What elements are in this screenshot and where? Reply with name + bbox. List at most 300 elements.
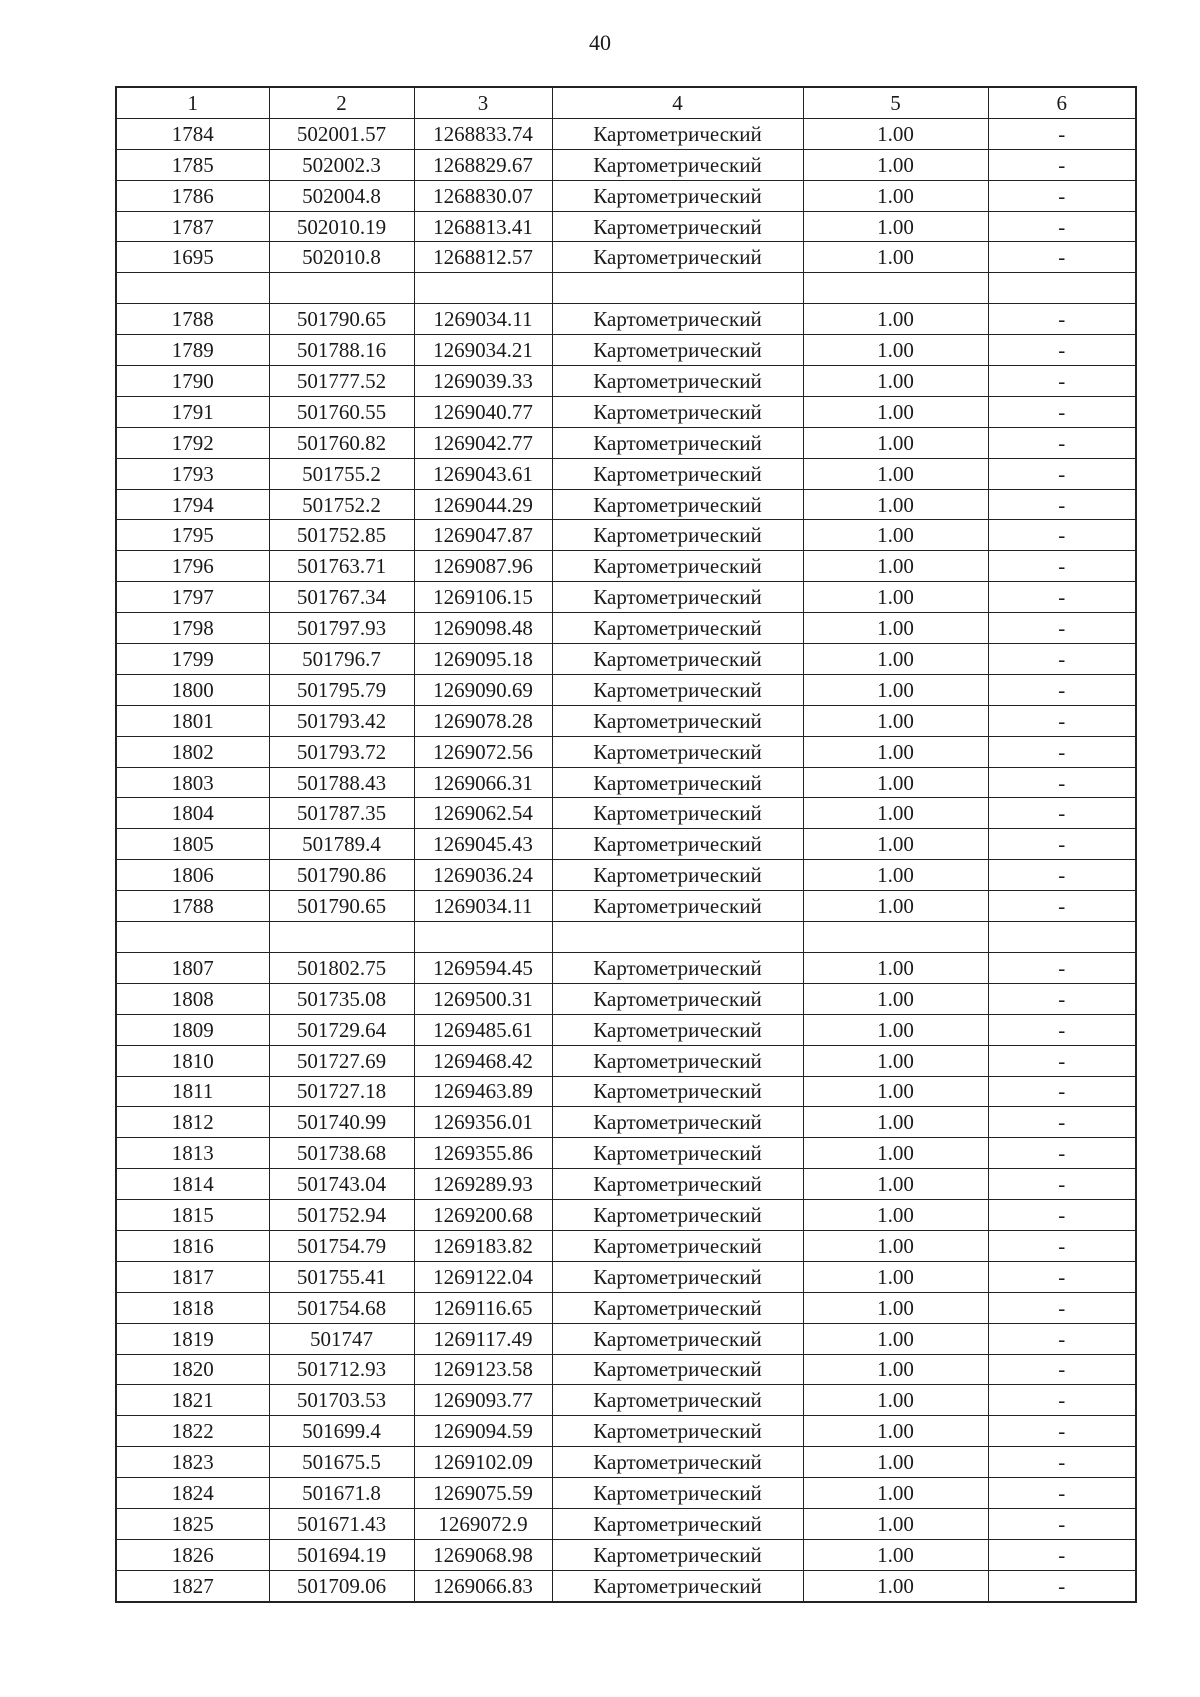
y-coordinate-cell: 1269594.45 bbox=[414, 952, 552, 983]
method-cell: Картометрический bbox=[552, 489, 803, 520]
table-row bbox=[116, 1570, 1136, 1601]
method-cell: Картометрический bbox=[552, 242, 803, 273]
x-coordinate-cell: 501752.94 bbox=[269, 1200, 414, 1231]
method-cell: Картометрический bbox=[552, 1539, 803, 1570]
table-row bbox=[116, 118, 1136, 149]
method-cell: Картометрический bbox=[552, 767, 803, 798]
y-coordinate-cell: 1269036.24 bbox=[414, 860, 552, 891]
point-number-cell: 1827 bbox=[116, 1570, 269, 1601]
table-row bbox=[116, 520, 1136, 551]
x-coordinate-cell: 501755.2 bbox=[269, 458, 414, 489]
method-cell: Картометрический bbox=[552, 427, 803, 458]
x-coordinate-cell: 501752.2 bbox=[269, 489, 414, 520]
table-row bbox=[116, 644, 1136, 675]
accuracy-cell: 1.00 bbox=[803, 983, 988, 1014]
table-row bbox=[116, 458, 1136, 489]
y-coordinate-cell: 1269106.15 bbox=[414, 582, 552, 613]
table-row bbox=[116, 1508, 1136, 1539]
note-cell: - bbox=[988, 458, 1136, 489]
y-coordinate-cell: 1269047.87 bbox=[414, 520, 552, 551]
accuracy-cell: 1.00 bbox=[803, 458, 988, 489]
table-row bbox=[116, 180, 1136, 211]
point-number-cell: 1784 bbox=[116, 118, 269, 149]
point-number-cell: 1820 bbox=[116, 1354, 269, 1385]
x-coordinate-cell: 501735.08 bbox=[269, 983, 414, 1014]
x-coordinate-cell: 501795.79 bbox=[269, 674, 414, 705]
table-row bbox=[116, 1107, 1136, 1138]
point-number-cell: 1822 bbox=[116, 1416, 269, 1447]
point-number-cell: 1817 bbox=[116, 1261, 269, 1292]
x-coordinate-cell: 501675.5 bbox=[269, 1447, 414, 1478]
note-cell: - bbox=[988, 952, 1136, 983]
accuracy-cell: 1.00 bbox=[803, 1200, 988, 1231]
table-row bbox=[116, 304, 1136, 335]
y-coordinate-cell: 1269045.43 bbox=[414, 829, 552, 860]
y-coordinate-cell: 1269044.29 bbox=[414, 489, 552, 520]
accuracy-cell bbox=[803, 273, 988, 304]
point-number-cell: 1806 bbox=[116, 860, 269, 891]
point-number-cell: 1796 bbox=[116, 551, 269, 582]
table-row bbox=[116, 1478, 1136, 1509]
x-coordinate-cell: 501788.16 bbox=[269, 335, 414, 366]
table-row bbox=[116, 366, 1136, 397]
accuracy-cell: 1.00 bbox=[803, 1107, 988, 1138]
point-number-cell bbox=[116, 273, 269, 304]
table-row bbox=[116, 983, 1136, 1014]
accuracy-cell: 1.00 bbox=[803, 798, 988, 829]
y-coordinate-cell: 1268812.57 bbox=[414, 242, 552, 273]
x-coordinate-cell: 501752.85 bbox=[269, 520, 414, 551]
point-number-cell: 1804 bbox=[116, 798, 269, 829]
y-coordinate-cell: 1268830.07 bbox=[414, 180, 552, 211]
table-row bbox=[116, 829, 1136, 860]
coordinates-table bbox=[115, 86, 1137, 1603]
note-cell: - bbox=[988, 798, 1136, 829]
accuracy-cell: 1.00 bbox=[803, 1354, 988, 1385]
x-coordinate-cell: 501760.55 bbox=[269, 396, 414, 427]
method-cell: Картометрический bbox=[552, 1385, 803, 1416]
note-cell: - bbox=[988, 149, 1136, 180]
table-row bbox=[116, 149, 1136, 180]
point-number-cell: 1814 bbox=[116, 1169, 269, 1200]
x-coordinate-cell: 501727.18 bbox=[269, 1076, 414, 1107]
y-coordinate-cell: 1268813.41 bbox=[414, 211, 552, 242]
y-coordinate-cell: 1269062.54 bbox=[414, 798, 552, 829]
y-coordinate-cell: 1269042.77 bbox=[414, 427, 552, 458]
accuracy-cell: 1.00 bbox=[803, 767, 988, 798]
y-coordinate-cell: 1269485.61 bbox=[414, 1014, 552, 1045]
point-number-cell: 1813 bbox=[116, 1138, 269, 1169]
accuracy-cell: 1.00 bbox=[803, 180, 988, 211]
x-coordinate-cell: 502001.57 bbox=[269, 118, 414, 149]
method-cell: Картометрический bbox=[552, 1354, 803, 1385]
point-number-cell: 1788 bbox=[116, 304, 269, 335]
y-coordinate-cell: 1269072.9 bbox=[414, 1508, 552, 1539]
table-row bbox=[116, 582, 1136, 613]
point-number-cell: 1810 bbox=[116, 1045, 269, 1076]
x-coordinate-cell: 502010.19 bbox=[269, 211, 414, 242]
y-coordinate-cell: 1269122.04 bbox=[414, 1261, 552, 1292]
note-cell: - bbox=[988, 983, 1136, 1014]
y-coordinate-cell: 1269500.31 bbox=[414, 983, 552, 1014]
y-coordinate-cell: 1269087.96 bbox=[414, 551, 552, 582]
method-cell: Картометрический bbox=[552, 458, 803, 489]
y-coordinate-cell: 1269066.83 bbox=[414, 1570, 552, 1601]
y-coordinate-cell: 1269093.77 bbox=[414, 1385, 552, 1416]
method-cell: Картометрический bbox=[552, 1107, 803, 1138]
x-coordinate-cell: 501777.52 bbox=[269, 366, 414, 397]
point-number-cell: 1695 bbox=[116, 242, 269, 273]
table-separator-row bbox=[116, 922, 1136, 953]
note-cell bbox=[988, 273, 1136, 304]
accuracy-cell: 1.00 bbox=[803, 1230, 988, 1261]
table-row bbox=[116, 1354, 1136, 1385]
table-separator-row bbox=[116, 273, 1136, 304]
x-coordinate-cell: 501729.64 bbox=[269, 1014, 414, 1045]
method-cell: Картометрический bbox=[552, 335, 803, 366]
point-number-cell: 1823 bbox=[116, 1447, 269, 1478]
method-cell: Картометрический bbox=[552, 149, 803, 180]
note-cell: - bbox=[988, 1200, 1136, 1231]
table-row bbox=[116, 891, 1136, 922]
note-cell: - bbox=[988, 1570, 1136, 1601]
x-coordinate-cell: 501760.82 bbox=[269, 427, 414, 458]
table-row bbox=[116, 860, 1136, 891]
accuracy-cell: 1.00 bbox=[803, 1261, 988, 1292]
table-row bbox=[116, 242, 1136, 273]
x-coordinate-cell: 501788.43 bbox=[269, 767, 414, 798]
table-row bbox=[116, 1261, 1136, 1292]
method-cell: Картометрический bbox=[552, 644, 803, 675]
note-cell: - bbox=[988, 582, 1136, 613]
accuracy-cell: 1.00 bbox=[803, 1138, 988, 1169]
note-cell: - bbox=[988, 613, 1136, 644]
method-cell: Картометрический bbox=[552, 983, 803, 1014]
note-cell: - bbox=[988, 1354, 1136, 1385]
y-coordinate-cell: 1269095.18 bbox=[414, 644, 552, 675]
y-coordinate-cell: 1269094.59 bbox=[414, 1416, 552, 1447]
y-coordinate-cell: 1269102.09 bbox=[414, 1447, 552, 1478]
note-cell: - bbox=[988, 644, 1136, 675]
point-number-cell: 1800 bbox=[116, 674, 269, 705]
table-row bbox=[116, 427, 1136, 458]
point-number-cell: 1812 bbox=[116, 1107, 269, 1138]
table-row bbox=[116, 1323, 1136, 1354]
point-number-cell: 1811 bbox=[116, 1076, 269, 1107]
y-coordinate-cell: 1269183.82 bbox=[414, 1230, 552, 1261]
point-number-cell: 1824 bbox=[116, 1478, 269, 1509]
y-coordinate-cell: 1269034.11 bbox=[414, 304, 552, 335]
accuracy-cell: 1.00 bbox=[803, 427, 988, 458]
method-cell: Картометрический bbox=[552, 1230, 803, 1261]
accuracy-cell bbox=[803, 922, 988, 953]
x-coordinate-cell: 501727.69 bbox=[269, 1045, 414, 1076]
y-coordinate-cell: 1269078.28 bbox=[414, 705, 552, 736]
x-coordinate-cell: 502002.3 bbox=[269, 149, 414, 180]
y-coordinate-cell: 1269034.21 bbox=[414, 335, 552, 366]
column-header-1: 1 bbox=[116, 87, 269, 118]
point-number-cell: 1787 bbox=[116, 211, 269, 242]
note-cell: - bbox=[988, 427, 1136, 458]
accuracy-cell: 1.00 bbox=[803, 1323, 988, 1354]
y-coordinate-cell: 1269468.42 bbox=[414, 1045, 552, 1076]
note-cell: - bbox=[988, 1539, 1136, 1570]
x-coordinate-cell: 501790.65 bbox=[269, 891, 414, 922]
accuracy-cell: 1.00 bbox=[803, 613, 988, 644]
point-number-cell: 1815 bbox=[116, 1200, 269, 1231]
x-coordinate-cell: 501793.72 bbox=[269, 736, 414, 767]
point-number-cell: 1816 bbox=[116, 1230, 269, 1261]
y-coordinate-cell: 1269098.48 bbox=[414, 613, 552, 644]
point-number-cell: 1792 bbox=[116, 427, 269, 458]
x-coordinate-cell: 501789.4 bbox=[269, 829, 414, 860]
accuracy-cell: 1.00 bbox=[803, 304, 988, 335]
method-cell: Картометрический bbox=[552, 1447, 803, 1478]
table-header bbox=[116, 87, 1136, 118]
x-coordinate-cell: 501793.42 bbox=[269, 705, 414, 736]
y-coordinate-cell: 1269034.11 bbox=[414, 891, 552, 922]
point-number-cell: 1826 bbox=[116, 1539, 269, 1570]
method-cell: Картометрический bbox=[552, 1014, 803, 1045]
note-cell: - bbox=[988, 1076, 1136, 1107]
y-coordinate-cell: 1269355.86 bbox=[414, 1138, 552, 1169]
note-cell: - bbox=[988, 1416, 1136, 1447]
method-cell: Картометрический bbox=[552, 860, 803, 891]
y-coordinate-cell: 1269066.31 bbox=[414, 767, 552, 798]
method-cell: Картометрический bbox=[552, 1478, 803, 1509]
x-coordinate-cell: 501797.93 bbox=[269, 613, 414, 644]
point-number-cell: 1802 bbox=[116, 736, 269, 767]
note-cell: - bbox=[988, 211, 1136, 242]
note-cell: - bbox=[988, 1045, 1136, 1076]
y-coordinate-cell: 1269123.58 bbox=[414, 1354, 552, 1385]
x-coordinate-cell: 501787.35 bbox=[269, 798, 414, 829]
point-number-cell: 1799 bbox=[116, 644, 269, 675]
accuracy-cell: 1.00 bbox=[803, 705, 988, 736]
method-cell: Картометрический bbox=[552, 1045, 803, 1076]
accuracy-cell: 1.00 bbox=[803, 149, 988, 180]
note-cell: - bbox=[988, 551, 1136, 582]
table-row bbox=[116, 1539, 1136, 1570]
accuracy-cell: 1.00 bbox=[803, 1385, 988, 1416]
accuracy-cell: 1.00 bbox=[803, 1478, 988, 1509]
note-cell: - bbox=[988, 1138, 1136, 1169]
note-cell: - bbox=[988, 860, 1136, 891]
y-coordinate-cell: 1269072.56 bbox=[414, 736, 552, 767]
note-cell: - bbox=[988, 1292, 1136, 1323]
y-coordinate-cell bbox=[414, 922, 552, 953]
x-coordinate-cell: 501755.41 bbox=[269, 1261, 414, 1292]
accuracy-cell: 1.00 bbox=[803, 335, 988, 366]
x-coordinate-cell: 501740.99 bbox=[269, 1107, 414, 1138]
x-coordinate-cell: 501703.53 bbox=[269, 1385, 414, 1416]
x-coordinate-cell: 501754.68 bbox=[269, 1292, 414, 1323]
y-coordinate-cell: 1269289.93 bbox=[414, 1169, 552, 1200]
point-number-cell: 1790 bbox=[116, 366, 269, 397]
method-cell: Картометрический bbox=[552, 551, 803, 582]
accuracy-cell: 1.00 bbox=[803, 366, 988, 397]
note-cell: - bbox=[988, 520, 1136, 551]
accuracy-cell: 1.00 bbox=[803, 829, 988, 860]
table-row bbox=[116, 1292, 1136, 1323]
y-coordinate-cell: 1269068.98 bbox=[414, 1539, 552, 1570]
x-coordinate-cell: 501671.8 bbox=[269, 1478, 414, 1509]
method-cell: Картометрический bbox=[552, 211, 803, 242]
accuracy-cell: 1.00 bbox=[803, 952, 988, 983]
y-coordinate-cell: 1269200.68 bbox=[414, 1200, 552, 1231]
point-number-cell: 1789 bbox=[116, 335, 269, 366]
table-row bbox=[116, 1230, 1136, 1261]
column-header-3: 3 bbox=[414, 87, 552, 118]
table-row bbox=[116, 1385, 1136, 1416]
method-cell: Картометрический bbox=[552, 829, 803, 860]
method-cell: Картометрический bbox=[552, 1076, 803, 1107]
table-row bbox=[116, 396, 1136, 427]
y-coordinate-cell: 1269040.77 bbox=[414, 396, 552, 427]
method-cell: Картометрический bbox=[552, 613, 803, 644]
note-cell: - bbox=[988, 242, 1136, 273]
accuracy-cell: 1.00 bbox=[803, 736, 988, 767]
note-cell: - bbox=[988, 1014, 1136, 1045]
method-cell: Картометрический bbox=[552, 1416, 803, 1447]
table-row bbox=[116, 736, 1136, 767]
note-cell: - bbox=[988, 180, 1136, 211]
column-header-4: 4 bbox=[552, 87, 803, 118]
method-cell: Картометрический bbox=[552, 1261, 803, 1292]
method-cell: Картометрический bbox=[552, 1508, 803, 1539]
note-cell: - bbox=[988, 489, 1136, 520]
method-cell: Картометрический bbox=[552, 891, 803, 922]
table-row bbox=[116, 489, 1136, 520]
method-cell: Картометрический bbox=[552, 582, 803, 613]
table-row bbox=[116, 1014, 1136, 1045]
method-cell: Картометрический bbox=[552, 304, 803, 335]
x-coordinate-cell: 501790.65 bbox=[269, 304, 414, 335]
accuracy-cell: 1.00 bbox=[803, 1508, 988, 1539]
note-cell bbox=[988, 922, 1136, 953]
point-number-cell bbox=[116, 922, 269, 953]
method-cell: Картометрический bbox=[552, 1138, 803, 1169]
x-coordinate-cell: 501694.19 bbox=[269, 1539, 414, 1570]
method-cell: Картометрический bbox=[552, 1200, 803, 1231]
x-coordinate-cell: 501747 bbox=[269, 1323, 414, 1354]
note-cell: - bbox=[988, 1323, 1136, 1354]
note-cell: - bbox=[988, 891, 1136, 922]
accuracy-cell: 1.00 bbox=[803, 1076, 988, 1107]
note-cell: - bbox=[988, 705, 1136, 736]
point-number-cell: 1795 bbox=[116, 520, 269, 551]
y-coordinate-cell: 1269463.89 bbox=[414, 1076, 552, 1107]
note-cell: - bbox=[988, 1261, 1136, 1292]
point-number-cell: 1798 bbox=[116, 613, 269, 644]
accuracy-cell: 1.00 bbox=[803, 1447, 988, 1478]
table-row bbox=[116, 1447, 1136, 1478]
method-cell: Картометрический bbox=[552, 520, 803, 551]
accuracy-cell: 1.00 bbox=[803, 1416, 988, 1447]
accuracy-cell: 1.00 bbox=[803, 489, 988, 520]
point-number-cell: 1791 bbox=[116, 396, 269, 427]
method-cell bbox=[552, 922, 803, 953]
method-cell: Картометрический bbox=[552, 1169, 803, 1200]
y-coordinate-cell: 1268829.67 bbox=[414, 149, 552, 180]
y-coordinate-cell: 1269039.33 bbox=[414, 366, 552, 397]
accuracy-cell: 1.00 bbox=[803, 1045, 988, 1076]
table-row bbox=[116, 952, 1136, 983]
note-cell: - bbox=[988, 1107, 1136, 1138]
method-cell: Картометрический bbox=[552, 736, 803, 767]
accuracy-cell: 1.00 bbox=[803, 1292, 988, 1323]
method-cell: Картометрический bbox=[552, 396, 803, 427]
point-number-cell: 1794 bbox=[116, 489, 269, 520]
method-cell: Картометрический bbox=[552, 366, 803, 397]
table-row bbox=[116, 674, 1136, 705]
table-row bbox=[116, 211, 1136, 242]
accuracy-cell: 1.00 bbox=[803, 520, 988, 551]
x-coordinate-cell: 501754.79 bbox=[269, 1230, 414, 1261]
note-cell: - bbox=[988, 1447, 1136, 1478]
x-coordinate-cell bbox=[269, 922, 414, 953]
x-coordinate-cell: 501709.06 bbox=[269, 1570, 414, 1601]
x-coordinate-cell: 501712.93 bbox=[269, 1354, 414, 1385]
x-coordinate-cell: 501763.71 bbox=[269, 551, 414, 582]
x-coordinate-cell: 501802.75 bbox=[269, 952, 414, 983]
method-cell: Картометрический bbox=[552, 118, 803, 149]
point-number-cell: 1801 bbox=[116, 705, 269, 736]
table-row bbox=[116, 551, 1136, 582]
point-number-cell: 1797 bbox=[116, 582, 269, 613]
point-number-cell: 1825 bbox=[116, 1508, 269, 1539]
note-cell: - bbox=[988, 1508, 1136, 1539]
note-cell: - bbox=[988, 1230, 1136, 1261]
note-cell: - bbox=[988, 366, 1136, 397]
accuracy-cell: 1.00 bbox=[803, 891, 988, 922]
point-number-cell: 1793 bbox=[116, 458, 269, 489]
y-coordinate-cell: 1269043.61 bbox=[414, 458, 552, 489]
method-cell: Картометрический bbox=[552, 952, 803, 983]
table-row bbox=[116, 767, 1136, 798]
point-number-cell: 1809 bbox=[116, 1014, 269, 1045]
column-header-2: 2 bbox=[269, 87, 414, 118]
note-cell: - bbox=[988, 767, 1136, 798]
y-coordinate-cell: 1269117.49 bbox=[414, 1323, 552, 1354]
accuracy-cell: 1.00 bbox=[803, 1539, 988, 1570]
note-cell: - bbox=[988, 396, 1136, 427]
point-number-cell: 1821 bbox=[116, 1385, 269, 1416]
table-row bbox=[116, 1138, 1136, 1169]
column-header-5: 5 bbox=[803, 87, 988, 118]
note-cell: - bbox=[988, 1385, 1136, 1416]
y-coordinate-cell: 1269075.59 bbox=[414, 1478, 552, 1509]
point-number-cell: 1808 bbox=[116, 983, 269, 1014]
accuracy-cell: 1.00 bbox=[803, 582, 988, 613]
table-body bbox=[116, 118, 1136, 1601]
table-row bbox=[116, 1200, 1136, 1231]
header-row bbox=[116, 87, 1136, 118]
table-row bbox=[116, 1169, 1136, 1200]
note-cell: - bbox=[988, 736, 1136, 767]
method-cell: Картометрический bbox=[552, 1570, 803, 1601]
accuracy-cell: 1.00 bbox=[803, 396, 988, 427]
point-number-cell: 1819 bbox=[116, 1323, 269, 1354]
page-number: 40 bbox=[589, 30, 611, 55]
table-row bbox=[116, 1076, 1136, 1107]
x-coordinate-cell: 502010.8 bbox=[269, 242, 414, 273]
note-cell: - bbox=[988, 1169, 1136, 1200]
method-cell: Картометрический bbox=[552, 798, 803, 829]
x-coordinate-cell: 501796.7 bbox=[269, 644, 414, 675]
note-cell: - bbox=[988, 335, 1136, 366]
note-cell: - bbox=[988, 674, 1136, 705]
